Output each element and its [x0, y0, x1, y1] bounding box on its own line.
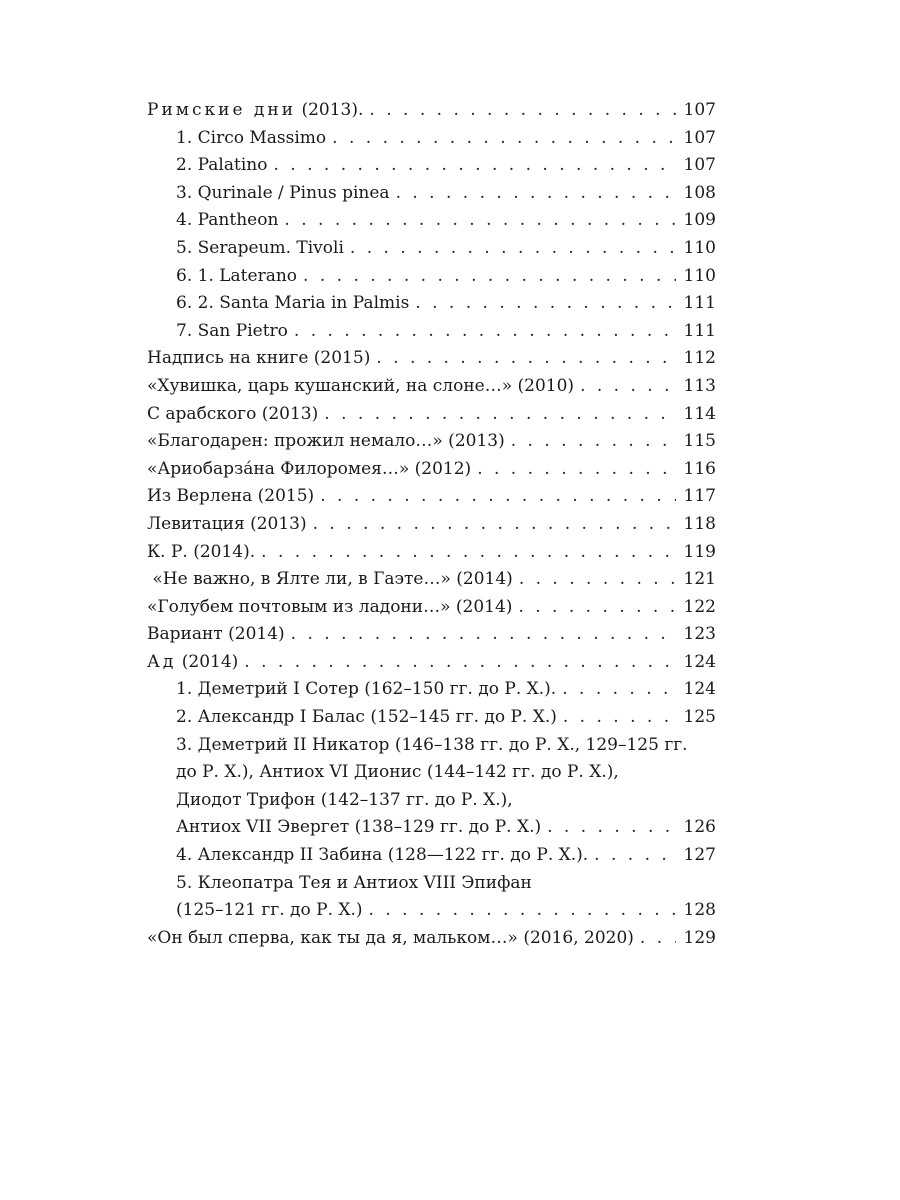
leader-dots	[518, 594, 676, 622]
toc-entry-title: 2. Александр I Балас (152–145 гг. до Р. Х.)	[176, 707, 557, 728]
toc-entry-title: «Он был сперва, как ты да я, мальком…» (2016, 2020)	[147, 927, 634, 948]
toc-entry-page: 124	[683, 679, 716, 700]
toc-entry	[147, 345, 716, 373]
toc-entry-line	[147, 732, 716, 760]
leader-dots	[313, 511, 676, 539]
toc-entry-page: 115	[683, 431, 716, 452]
toc-entry	[147, 676, 716, 704]
toc-entry-page: 107	[683, 155, 716, 176]
toc-entry	[147, 511, 716, 539]
toc-entry-title: (125–121 гг. до Р. Х.)	[176, 900, 363, 921]
toc-entry-page: 121	[683, 569, 716, 590]
toc-entry-title-rest: (2013).	[296, 100, 364, 120]
leader-dots	[303, 263, 676, 291]
toc-entry-page: 126	[683, 817, 716, 838]
toc-entry-title: 1. Circo Massimo	[176, 127, 327, 148]
toc-entry-title: Из Верлена (2015)	[147, 486, 315, 507]
leader-dots	[369, 897, 676, 925]
toc-entry-title: 2. Palatino	[176, 155, 268, 176]
leader-dots	[519, 566, 676, 594]
toc-entry-title: 5. Клеопатра Тея и Антиох VIII Эпифан	[176, 872, 532, 893]
toc-entry-page: 119	[683, 541, 716, 562]
toc-entry-title: «Голубем почтовым из ладони…» (2014)	[147, 596, 513, 617]
toc-entry	[147, 97, 716, 125]
leader-dots	[261, 539, 676, 567]
toc-entry-title: 3. Qurinale / Pinus pinea	[176, 182, 390, 203]
toc-entry-page: 113	[683, 375, 716, 396]
toc-entry-title: С арабского (2013)	[147, 403, 319, 424]
toc-entry-page: 122	[683, 596, 716, 617]
toc-entry	[147, 814, 716, 842]
leader-dots	[563, 704, 676, 732]
leader-dots	[547, 814, 676, 842]
toc-entry-page: 107	[683, 127, 716, 148]
toc-entry-page: 111	[683, 320, 716, 341]
toc-entry	[147, 373, 716, 401]
toc-entry-page: 117	[683, 486, 716, 507]
leader-dots	[350, 235, 676, 263]
toc-entry	[147, 125, 716, 153]
toc-entry-title: 6. 1. Laterano	[176, 265, 298, 286]
toc-entry	[147, 180, 716, 208]
toc-entry-page: 118	[683, 513, 716, 534]
toc-entry-line	[147, 787, 716, 815]
toc-entry-title-spaced: Римские дни	[147, 100, 297, 120]
toc-entry	[147, 897, 716, 925]
toc-entry-title: Антиох VII Эвергет (138–129 гг. до Р. Х.)	[176, 817, 542, 838]
leader-dots	[244, 649, 676, 677]
toc-entry-line	[147, 870, 716, 898]
leader-dots	[562, 676, 676, 704]
toc-entry	[147, 207, 716, 235]
toc-entry-title: Надпись на книге (2015)	[147, 348, 371, 369]
toc-entry	[147, 483, 716, 511]
leader-dots	[477, 456, 676, 484]
toc-entry-line	[147, 759, 716, 787]
leader-dots	[284, 207, 676, 235]
toc-entry-title: 4. Pantheon	[176, 210, 279, 231]
leader-dots	[376, 345, 676, 373]
toc-entry	[147, 290, 716, 318]
toc-entry-title	[147, 649, 238, 677]
toc-entry-page: 125	[683, 707, 716, 728]
toc-entry	[147, 235, 716, 263]
toc-entry-page: 127	[683, 845, 716, 866]
leader-dots	[320, 483, 676, 511]
toc-entry	[147, 649, 716, 677]
toc-entry	[147, 539, 716, 567]
leader-dots	[294, 318, 676, 346]
leader-dots	[396, 180, 676, 208]
toc-entry-title: «Не важно, в Ялте ли, в Гаэте…» (2014)	[147, 569, 513, 590]
leader-dots	[594, 842, 676, 870]
toc-entry-title: «Хувишка, царь кушанский, на слоне…» (2010)	[147, 375, 575, 396]
toc-entry-title-spaced: Ад	[147, 651, 177, 672]
toc-entry-title: К. Р. (2014).	[147, 541, 256, 562]
leader-dots	[273, 152, 676, 180]
toc-entry-page: 111	[683, 293, 716, 314]
toc-entry-page: 128	[683, 900, 716, 921]
leader-dots	[580, 373, 676, 401]
toc-entry-title: 4. Александр II Забина (128—122 гг. до Р. Х.).	[176, 845, 589, 866]
leader-dots	[332, 125, 676, 153]
toc-entry-page: 107	[683, 100, 716, 120]
toc-entry	[147, 594, 716, 622]
toc-entry-title: 7. San Pietro	[176, 320, 288, 341]
toc-entry	[147, 925, 716, 953]
leader-dots	[415, 290, 676, 318]
toc-entry	[147, 152, 716, 180]
toc-entry-page: 109	[683, 210, 716, 231]
toc-entry-title: 1. Деметрий I Сотер (162–150 гг. до Р. Х.).	[176, 679, 557, 700]
toc-entry-page: 110	[683, 265, 716, 286]
toc-entry	[147, 704, 716, 732]
toc-entry	[147, 842, 716, 870]
toc-entry-page: 123	[683, 624, 716, 645]
toc-entry-title: 5. Serapeum. Tivoli	[176, 237, 344, 258]
toc-entry-title: «Благодарен: прожил немало…» (2013)	[147, 431, 505, 452]
toc-entry-title: Диодот Трифон (142–137 гг. до Р. Х.),	[176, 789, 513, 810]
leader-dots	[291, 621, 676, 649]
toc-entry-page: 124	[683, 651, 716, 672]
toc-entry	[147, 263, 716, 291]
leader-dots	[511, 428, 676, 456]
toc-entry-page: 116	[683, 458, 716, 479]
leader-dots	[324, 401, 676, 429]
toc-entry-title: Левитация (2013)	[147, 513, 307, 534]
leader-dots	[640, 925, 676, 953]
toc-entry-page: 129	[683, 927, 716, 948]
toc-entry	[147, 428, 716, 456]
toc-entry-title: «Ариобарза́на Филоромея…» (2012)	[147, 458, 472, 479]
toc-entry	[147, 566, 716, 594]
table-of-contents	[147, 97, 716, 952]
leader-dots	[369, 97, 676, 125]
toc-entry-title: 3. Деметрий II Никатор (146–138 гг. до Р. Х., 129–125 гг.	[176, 734, 688, 755]
toc-entry-title: Вариант (2014)	[147, 624, 285, 645]
toc-entry	[147, 456, 716, 484]
toc-entry-page: 108	[683, 182, 716, 203]
toc-entry-title-rest: (2014)	[176, 651, 239, 672]
toc-entry-page: 114	[683, 403, 716, 424]
toc-entry-title: до Р. Х.), Антиох VI Дионис (144–142 гг. до Р. Х.),	[176, 762, 619, 783]
toc-entry	[147, 318, 716, 346]
toc-entry-page: 110	[683, 237, 716, 258]
toc-entry	[147, 401, 716, 429]
toc-entry-title	[147, 97, 363, 125]
toc-entry	[147, 621, 716, 649]
toc-entry-title: 6. 2. Santa Maria in Palmis	[176, 293, 410, 314]
toc-entry-page: 112	[683, 348, 716, 369]
